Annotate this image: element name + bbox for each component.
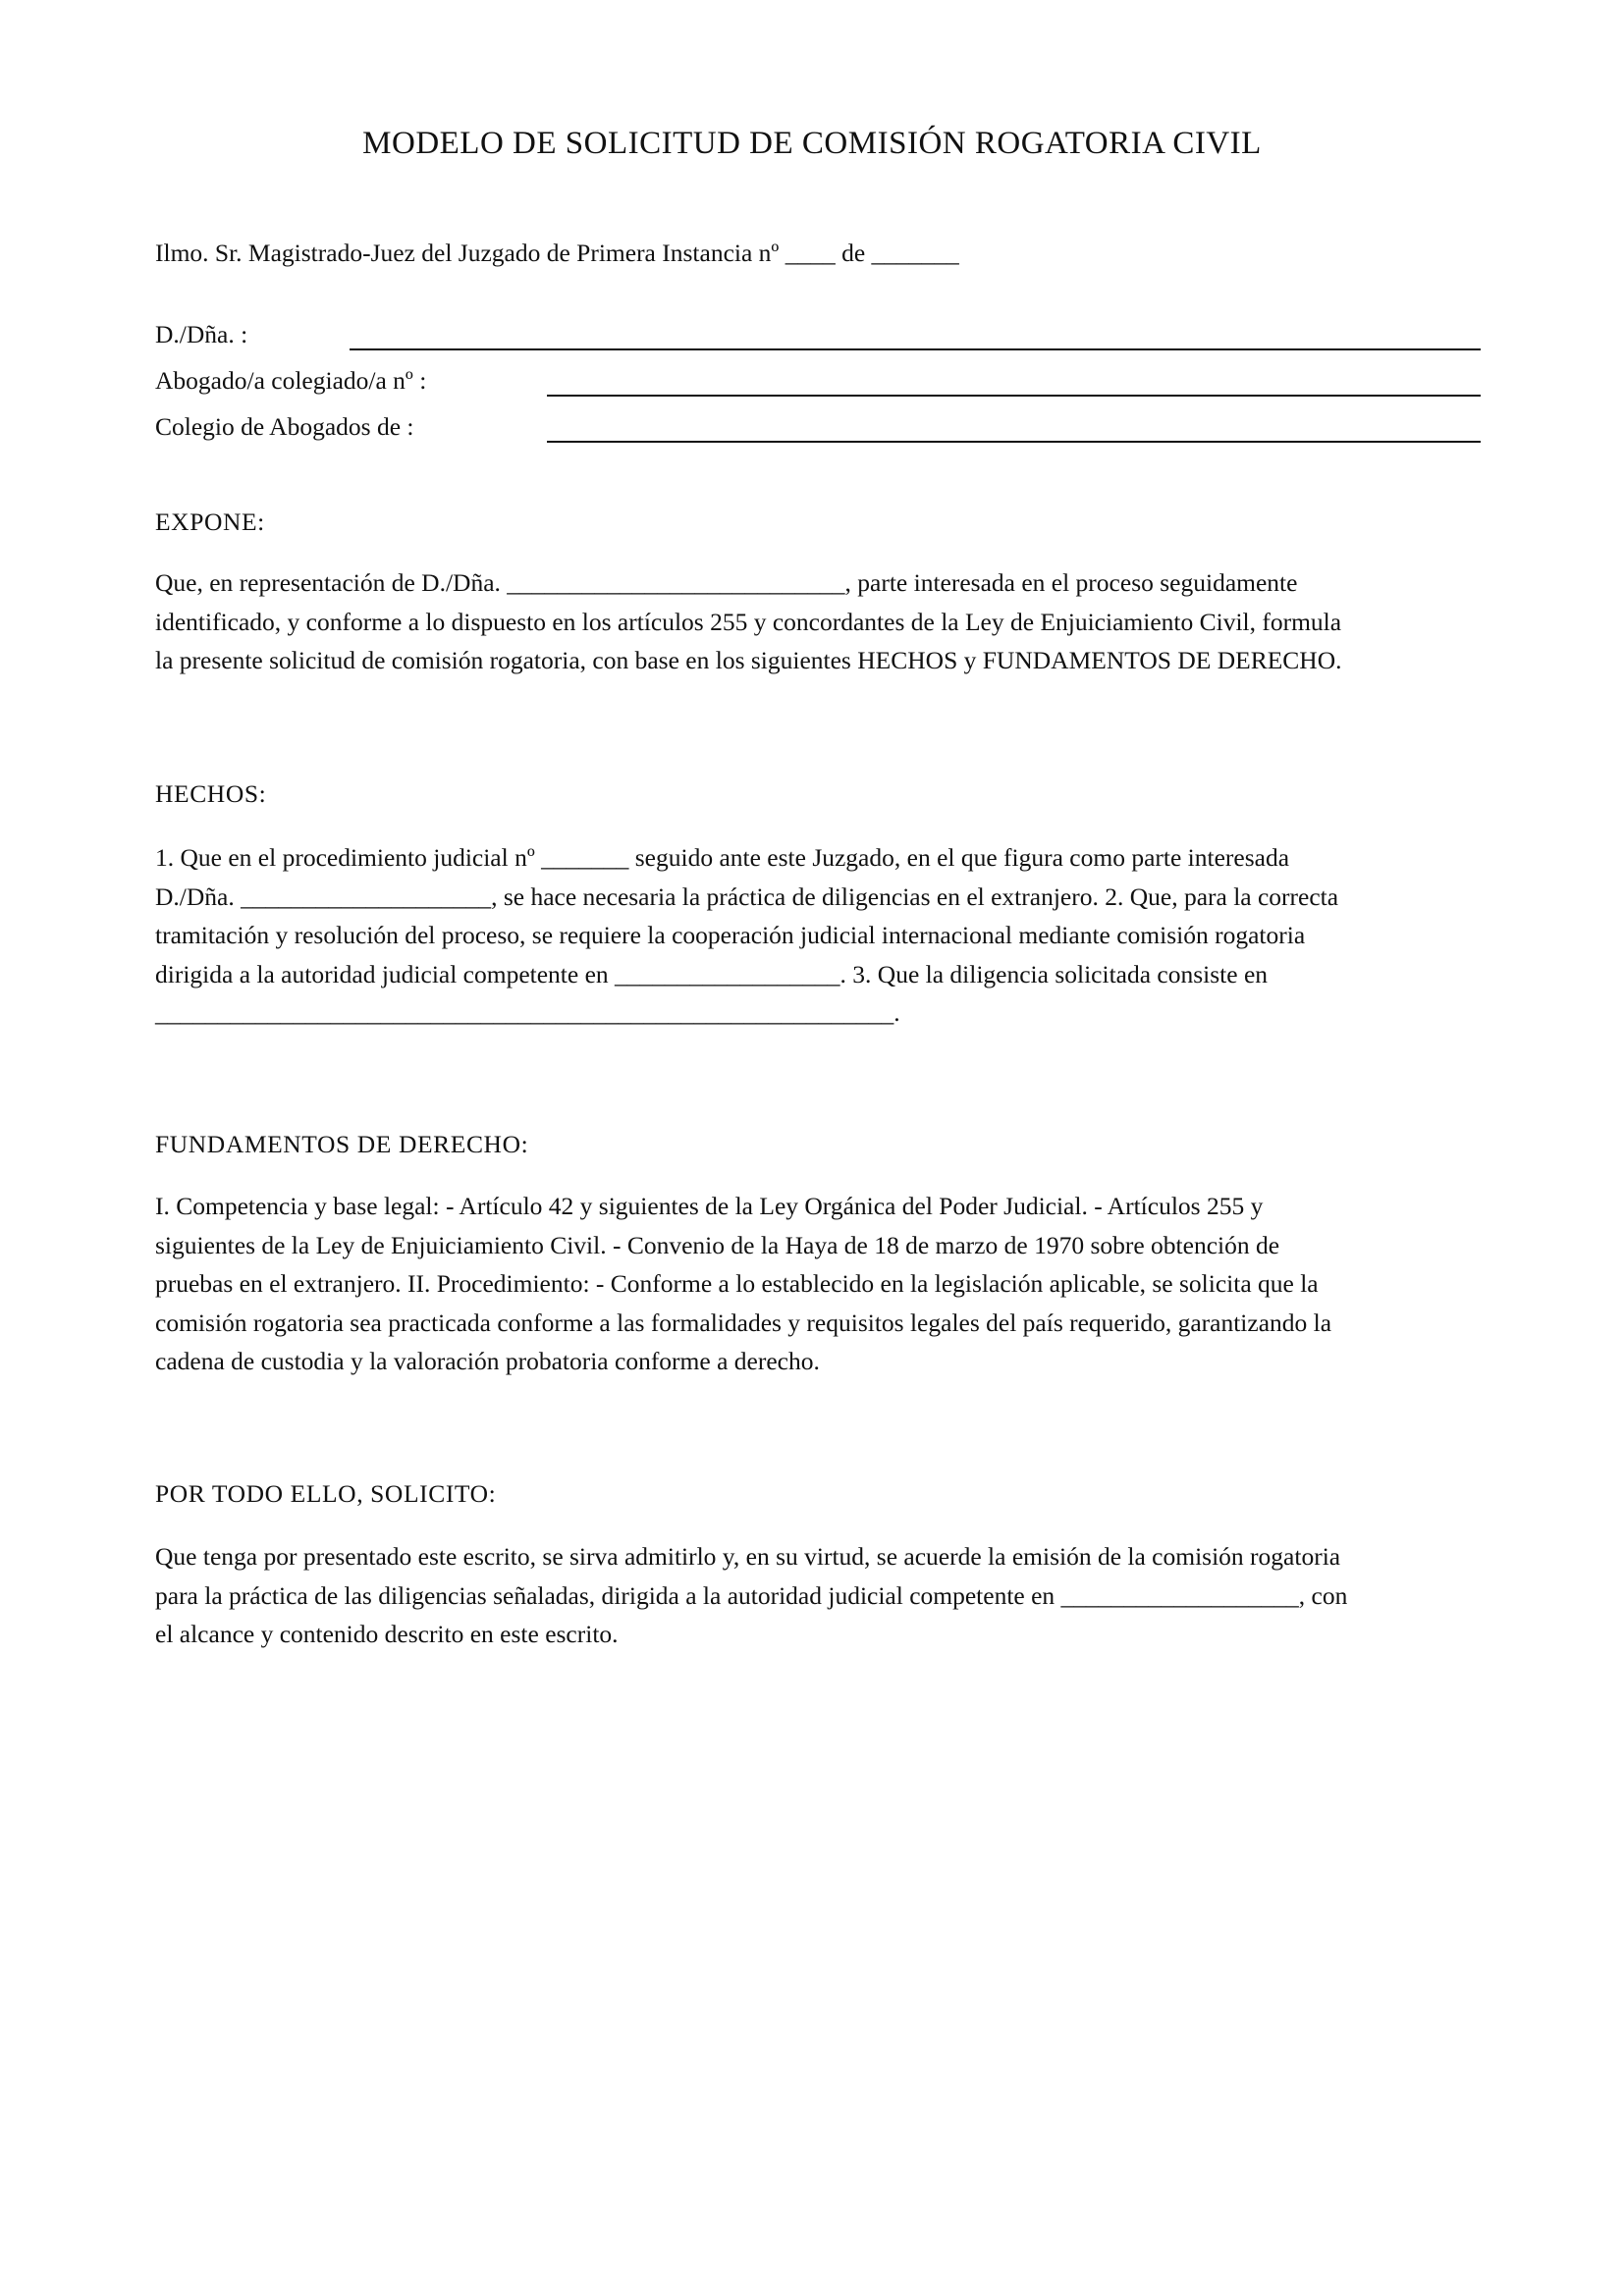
paragraph-hechos xyxy=(155,838,1481,1033)
paragraph-line: identificado, y conforme a lo dispuesto en los artículos 255 y concordantes de la Ley de Enjuiciamiento Civil, formula xyxy=(155,607,1342,636)
paragraph-line: comisión rogatoria sea practicada conforme a las formalidades y requisitos legales del país requerido, garantizando la xyxy=(155,1308,1332,1337)
paragraph-expone xyxy=(155,563,1481,680)
paragraph-line: para la práctica de las diligencias señaladas, dirigida a la autoridad judicial competente en ___________________, con xyxy=(155,1580,1348,1610)
section-heading-solicito: POR TODO ELLO, SOLICITO: xyxy=(155,1479,497,1508)
paragraph-line: cadena de custodia y la valoración probatoria conforme a derecho. xyxy=(155,1347,820,1375)
section-heading-hechos: HECHOS: xyxy=(155,779,267,808)
paragraph-line: siguientes de la Ley de Enjuiciamiento Civil. - Convenio de la Haya de 18 de marzo de 1970 sobre obtención de xyxy=(155,1230,1280,1259)
field-line-name[interactable] xyxy=(350,348,1481,350)
paragraph-line: ___________________________________________________________. xyxy=(155,998,900,1027)
addressee-line: Ilmo. Sr. Magistrado-Juez del Juzgado de Primera Instancia nº ____ de _______ xyxy=(155,239,959,267)
paragraph-line: dirigida a la autoridad judicial competente en __________________. 3. Que la diligencia solicitada consiste en xyxy=(155,959,1269,988)
paragraph-solicito xyxy=(155,1537,1481,1654)
field-label-bar-association: Colegio de Abogados de : xyxy=(155,412,414,441)
paragraph-line: D./Dña. ____________________, se hace necesaria la práctica de diligencias en el extranjero. 2. Que, para la correcta xyxy=(155,881,1339,911)
paragraph-line: Que, en representación de D./Dña. ___________________________, parte interesada en el proceso seguidamente xyxy=(155,568,1298,597)
paragraph-line: pruebas en el extranjero. II. Procedimiento: - Conforme a lo establecido en la legislación aplicable, se solicita que la xyxy=(155,1269,1319,1298)
section-heading-expone: EXPONE: xyxy=(155,507,265,536)
paragraph-line: la presente solicitud de comisión rogatoria, con base en los siguientes HECHOS y FUNDAMENTOS DE DERECHO. xyxy=(155,646,1342,674)
section-heading-fundamentos: FUNDAMENTOS DE DERECHO: xyxy=(155,1130,529,1158)
field-label-lawyer-number: Abogado/a colegiado/a nº : xyxy=(155,366,427,395)
paragraph-line: Que tenga por presentado este escrito, se sirva admitirlo y, en su virtud, se acuerde la emisión de la comisión rogatoria xyxy=(155,1542,1341,1571)
document-title: MODELO DE SOLICITUD DE COMISIÓN ROGATORIA CIVIL xyxy=(362,126,1262,161)
paragraph-fundamentos xyxy=(155,1187,1481,1381)
field-line-lawyer-number[interactable] xyxy=(547,395,1481,397)
paragraph-line: 1. Que en el procedimiento judicial nº _______ seguido ante este Juzgado, en el que figura como parte interesada xyxy=(155,843,1290,872)
paragraph-line: I. Competencia y base legal: - Artículo 42 y siguientes de la Ley Orgánica del Poder Judicial. - Artículos 255 y xyxy=(155,1192,1264,1220)
paragraph-line: tramitación y resolución del proceso, se requiere la cooperación judicial internacional mediante comisión rogatoria xyxy=(155,921,1306,949)
paragraph-line: el alcance y contenido descrito en este escrito. xyxy=(155,1620,619,1648)
field-line-bar-association[interactable] xyxy=(547,441,1481,443)
field-label-name: D./Dña. : xyxy=(155,320,248,348)
